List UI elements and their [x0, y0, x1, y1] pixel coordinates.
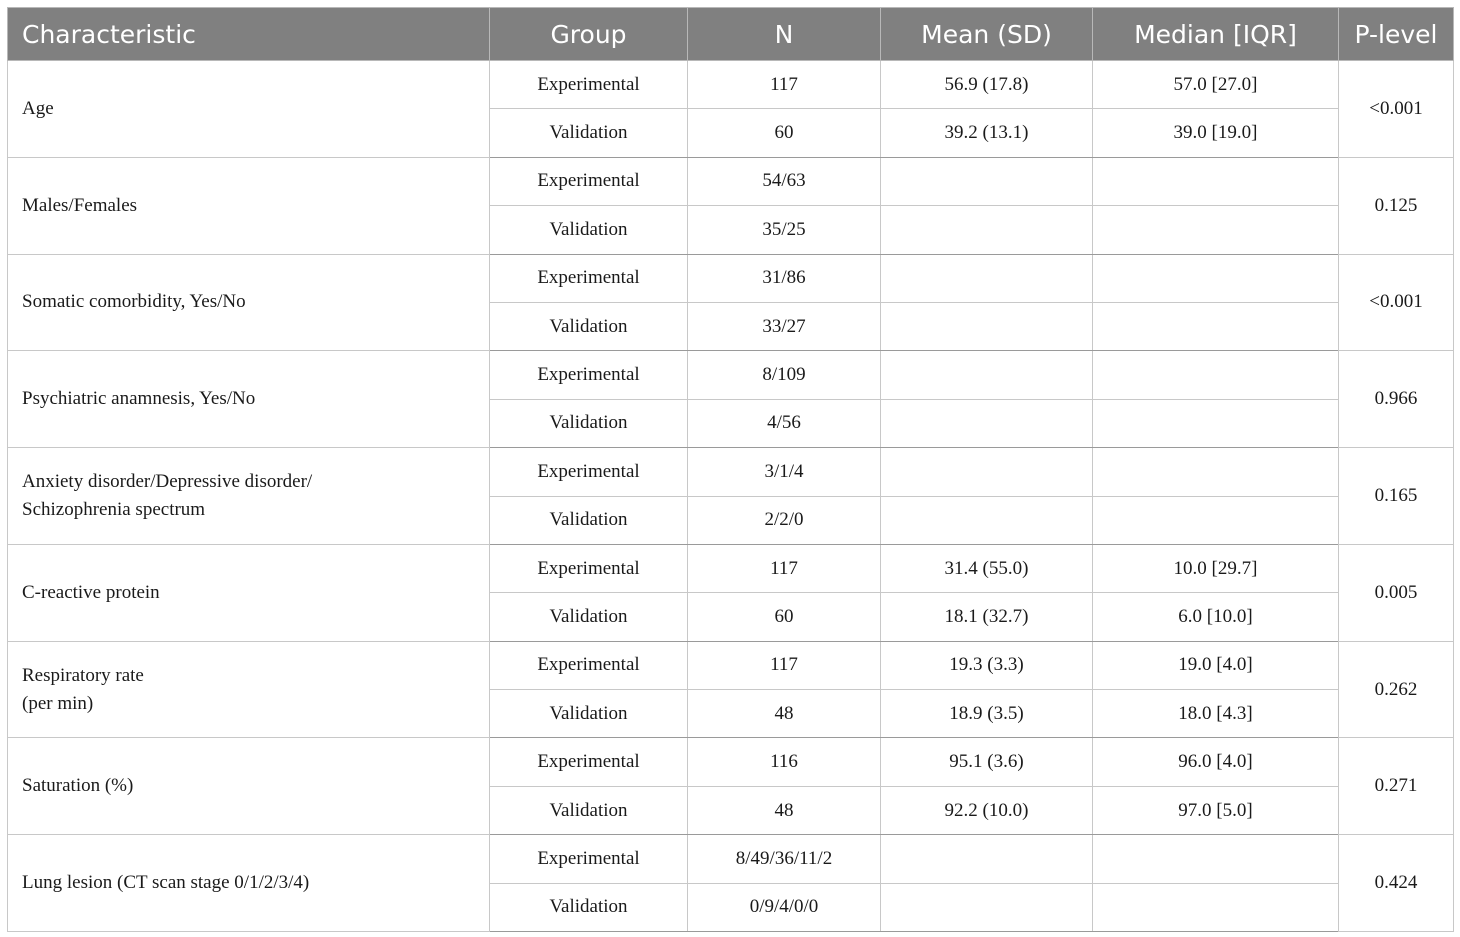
mean-sd-cell: [881, 206, 1093, 254]
n-cell: 60: [688, 593, 881, 641]
mean-sd-cell: 56.9 (17.8): [881, 61, 1093, 109]
header-n: N: [688, 8, 881, 61]
characteristic-cell: [8, 254, 490, 351]
p-level-cell: 0.005: [1339, 544, 1454, 641]
n-cell: 60: [688, 109, 881, 157]
mean-sd-cell: [881, 351, 1093, 399]
characteristic-cell: [8, 351, 490, 448]
characteristic-label: Respiratory rate: [22, 664, 144, 686]
n-cell: 48: [688, 690, 881, 738]
p-level-cell: <0.001: [1339, 254, 1454, 351]
characteristic-label: Psychiatric anamnesis, Yes/No: [22, 388, 256, 410]
n-cell: 35/25: [688, 206, 881, 254]
characteristic-label: (per min): [22, 692, 94, 714]
table-body: [8, 61, 1454, 932]
p-level-cell: 0.125: [1339, 157, 1454, 254]
characteristic-label: Males/Females: [22, 194, 138, 216]
n-cell: 4/56: [688, 399, 881, 447]
group-cell: Experimental: [490, 738, 688, 786]
median-iqr-cell: 6.0 [10.0]: [1093, 593, 1339, 641]
median-iqr-cell: [1093, 302, 1339, 350]
characteristic-cell: [8, 157, 490, 254]
mean-sd-cell: [881, 496, 1093, 544]
n-cell: 48: [688, 786, 881, 834]
mean-sd-cell: 92.2 (10.0): [881, 786, 1093, 834]
n-cell: 117: [688, 641, 881, 689]
table-row: [8, 544, 1454, 592]
group-cell: Experimental: [490, 835, 688, 883]
median-iqr-cell: [1093, 157, 1339, 205]
mean-sd-cell: 39.2 (13.1): [881, 109, 1093, 157]
p-level-cell: 0.271: [1339, 738, 1454, 835]
characteristic-label: C-reactive protein: [22, 581, 160, 603]
mean-sd-cell: [881, 448, 1093, 496]
median-iqr-cell: [1093, 351, 1339, 399]
characteristic-label: Lung lesion (CT scan stage 0/1/2/3/4): [22, 872, 310, 894]
characteristic-cell: [8, 544, 490, 641]
characteristics-table: [7, 7, 1454, 932]
characteristic-label: Age: [22, 97, 54, 119]
p-level-cell: 0.424: [1339, 835, 1454, 932]
n-cell: 31/86: [688, 254, 881, 302]
characteristic-cell: [8, 641, 490, 738]
group-cell: Validation: [490, 883, 688, 931]
group-cell: Validation: [490, 496, 688, 544]
median-iqr-cell: [1093, 254, 1339, 302]
group-cell: Validation: [490, 206, 688, 254]
p-level-cell: 0.165: [1339, 448, 1454, 545]
median-iqr-cell: 97.0 [5.0]: [1093, 786, 1339, 834]
mean-sd-cell: [881, 835, 1093, 883]
mean-sd-cell: 95.1 (3.6): [881, 738, 1093, 786]
table-row: [8, 61, 1454, 109]
p-level-cell: <0.001: [1339, 61, 1454, 158]
median-iqr-cell: 10.0 [29.7]: [1093, 544, 1339, 592]
header-mean-sd: Mean (SD): [881, 8, 1093, 61]
n-cell: 8/49/36/11/2: [688, 835, 881, 883]
n-cell: 117: [688, 544, 881, 592]
characteristic-cell: [8, 61, 490, 158]
mean-sd-cell: [881, 399, 1093, 447]
table-row: [8, 641, 1454, 689]
table-row: [8, 351, 1454, 399]
n-cell: 33/27: [688, 302, 881, 350]
n-cell: 117: [688, 61, 881, 109]
table-row: [8, 157, 1454, 205]
table-header: [8, 8, 1454, 61]
n-cell: 8/109: [688, 351, 881, 399]
median-iqr-cell: 18.0 [4.3]: [1093, 690, 1339, 738]
group-cell: Experimental: [490, 254, 688, 302]
header-median-iqr: Median [IQR]: [1093, 8, 1339, 61]
characteristic-label: Anxiety disorder/Depressive disorder/: [22, 471, 313, 493]
p-level-cell: 0.262: [1339, 641, 1454, 738]
n-cell: 2/2/0: [688, 496, 881, 544]
table-row: [8, 738, 1454, 786]
mean-sd-cell: [881, 157, 1093, 205]
p-level-cell: 0.966: [1339, 351, 1454, 448]
group-cell: Validation: [490, 786, 688, 834]
group-cell: Validation: [490, 399, 688, 447]
mean-sd-cell: 31.4 (55.0): [881, 544, 1093, 592]
group-cell: Validation: [490, 109, 688, 157]
n-cell: 54/63: [688, 157, 881, 205]
median-iqr-cell: [1093, 835, 1339, 883]
mean-sd-cell: [881, 254, 1093, 302]
mean-sd-cell: 18.1 (32.7): [881, 593, 1093, 641]
median-iqr-cell: 39.0 [19.0]: [1093, 109, 1339, 157]
group-cell: Experimental: [490, 544, 688, 592]
characteristic-label: Somatic comorbidity, Yes/No: [22, 291, 246, 313]
group-cell: Experimental: [490, 641, 688, 689]
n-cell: 3/1/4: [688, 448, 881, 496]
median-iqr-cell: 96.0 [4.0]: [1093, 738, 1339, 786]
mean-sd-cell: 18.9 (3.5): [881, 690, 1093, 738]
mean-sd-cell: [881, 302, 1093, 350]
group-cell: Experimental: [490, 157, 688, 205]
group-cell: Validation: [490, 593, 688, 641]
median-iqr-cell: 19.0 [4.0]: [1093, 641, 1339, 689]
table-row: [8, 835, 1454, 883]
characteristic-label: Saturation (%): [22, 775, 134, 797]
median-iqr-cell: 57.0 [27.0]: [1093, 61, 1339, 109]
median-iqr-cell: [1093, 496, 1339, 544]
median-iqr-cell: [1093, 206, 1339, 254]
group-cell: Validation: [490, 690, 688, 738]
characteristic-cell: [8, 448, 490, 545]
n-cell: 0/9/4/0/0: [688, 883, 881, 931]
header-characteristic: Characteristic: [8, 8, 490, 61]
mean-sd-cell: 19.3 (3.3): [881, 641, 1093, 689]
n-cell: 116: [688, 738, 881, 786]
group-cell: Experimental: [490, 351, 688, 399]
median-iqr-cell: [1093, 399, 1339, 447]
group-cell: Validation: [490, 302, 688, 350]
header-row: [8, 8, 1454, 61]
table-row: [8, 254, 1454, 302]
header-group: Group: [490, 8, 688, 61]
mean-sd-cell: [881, 883, 1093, 931]
group-cell: Experimental: [490, 448, 688, 496]
group-cell: Experimental: [490, 61, 688, 109]
characteristic-cell: [8, 738, 490, 835]
table-row: [8, 448, 1454, 496]
characteristic-label: Schizophrenia spectrum: [22, 499, 206, 521]
header-p-level: P-level: [1339, 8, 1454, 61]
median-iqr-cell: [1093, 448, 1339, 496]
median-iqr-cell: [1093, 883, 1339, 931]
characteristic-cell: [8, 835, 490, 932]
